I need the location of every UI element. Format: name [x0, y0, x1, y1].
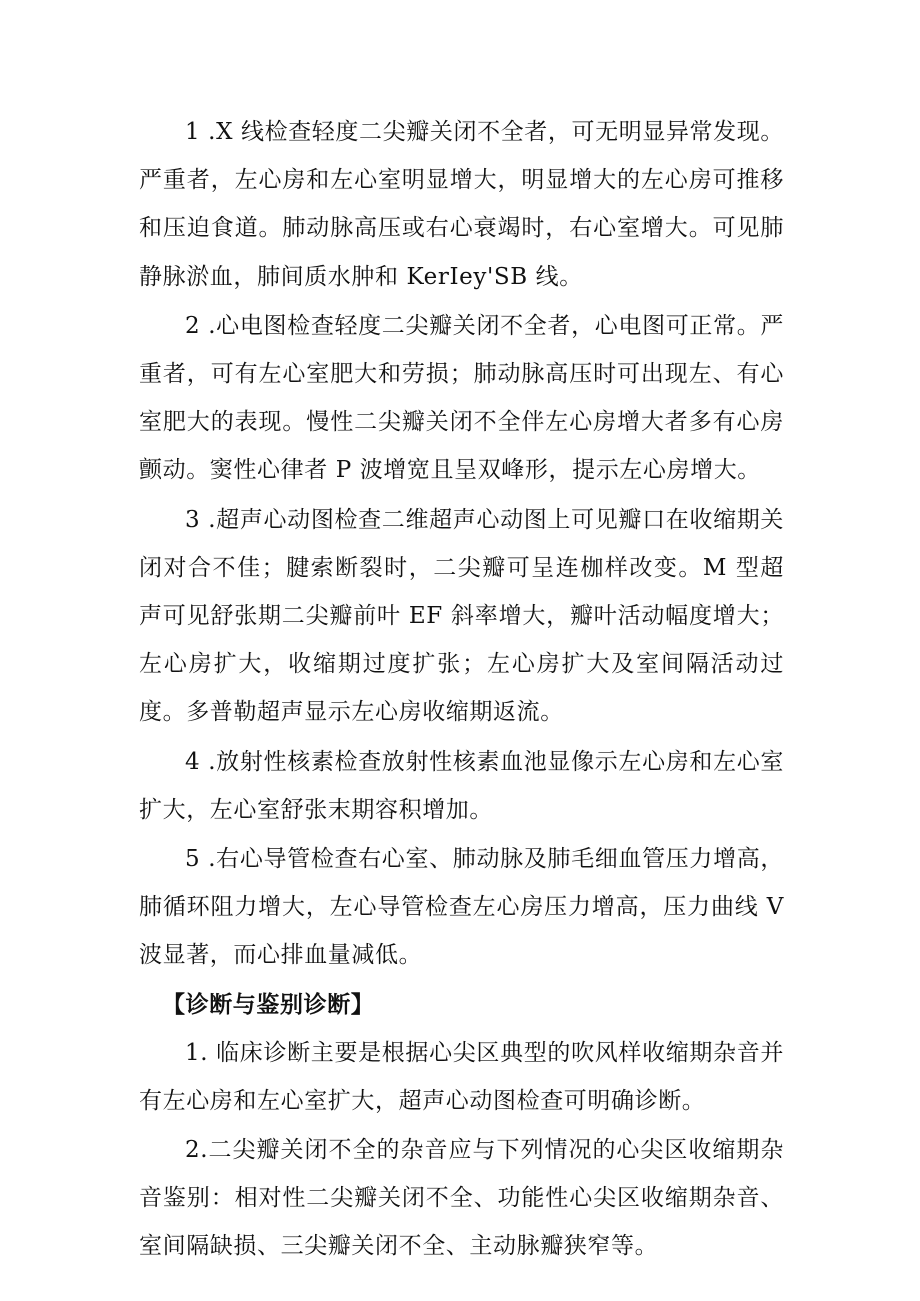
paragraph-radionuclide-exam: 4 .放射性核素检查放射性核素血池显像示左心房和左心室扩大，左心室舒张末期容积增加。: [139, 748, 784, 823]
section-heading-diagnosis: 【诊断与鉴别诊断】: [162, 991, 375, 1018]
paragraph-clinical-diagnosis: 1. 临床诊断主要是根据心尖区典型的吹风样收缩期杂音并有左心房和左心室扩大，超声心动图检查可明确诊断。: [139, 1039, 784, 1114]
paragraph-differential-diagnosis: 2.二尖瓣关闭不全的杂音应与下列情况的心尖区收缩期杂音鉴别：相对性二尖瓣关闭不全、功能性心尖区收缩期杂音、室间隔缺损、三尖瓣关闭不全、主动脉瓣狭窄等。: [139, 1137, 784, 1260]
paragraph-xray-exam: 1 .X 线检查轻度二尖瓣关闭不全者，可无明显异常发现。严重者，左心房和左心室明显增大，明显增大的左心房可推移和压迫食道。肺动脉高压或右心衰竭时，右心室增大。可见肺静脉淤血，肺间质水肿和 KerIey'SB 线。: [139, 119, 784, 290]
paragraph-ecg-exam: 2 .心电图检查轻度二尖瓣关闭不全者，心电图可正常。严重者，可有左心室肥大和劳损；肺动脉高压时可出现左、有心室肥大的表现。慢性二尖瓣关闭不全伴左心房增大者多有心房颤动。窦性心律者 P 波增宽且呈双峰形，提示左心房增大。: [139, 312, 784, 484]
paragraph-cardiac-catheter-exam: 5 .右心导管检查右心室、肺动脉及肺毛细血管压力增高，肺循环阻力增大，左心导管检查左心房压力增高，压力曲线 V 波显著，而心排血量减低。: [139, 846, 784, 969]
paragraph-echocardiography-exam: 3 .超声心动图检查二维超声心动图上可见瓣口在收缩期关闭对合不佳；腱索断裂时，二尖瓣可呈连枷样改变。M 型超声可见舒张期二尖瓣前叶 EF 斜率增大，瓣叶活动幅度增大；左心房扩大，收缩期过度扩张；左心房扩大及室间隔活动过度。多普勒超声显示左心房收缩期返流。: [139, 506, 784, 726]
